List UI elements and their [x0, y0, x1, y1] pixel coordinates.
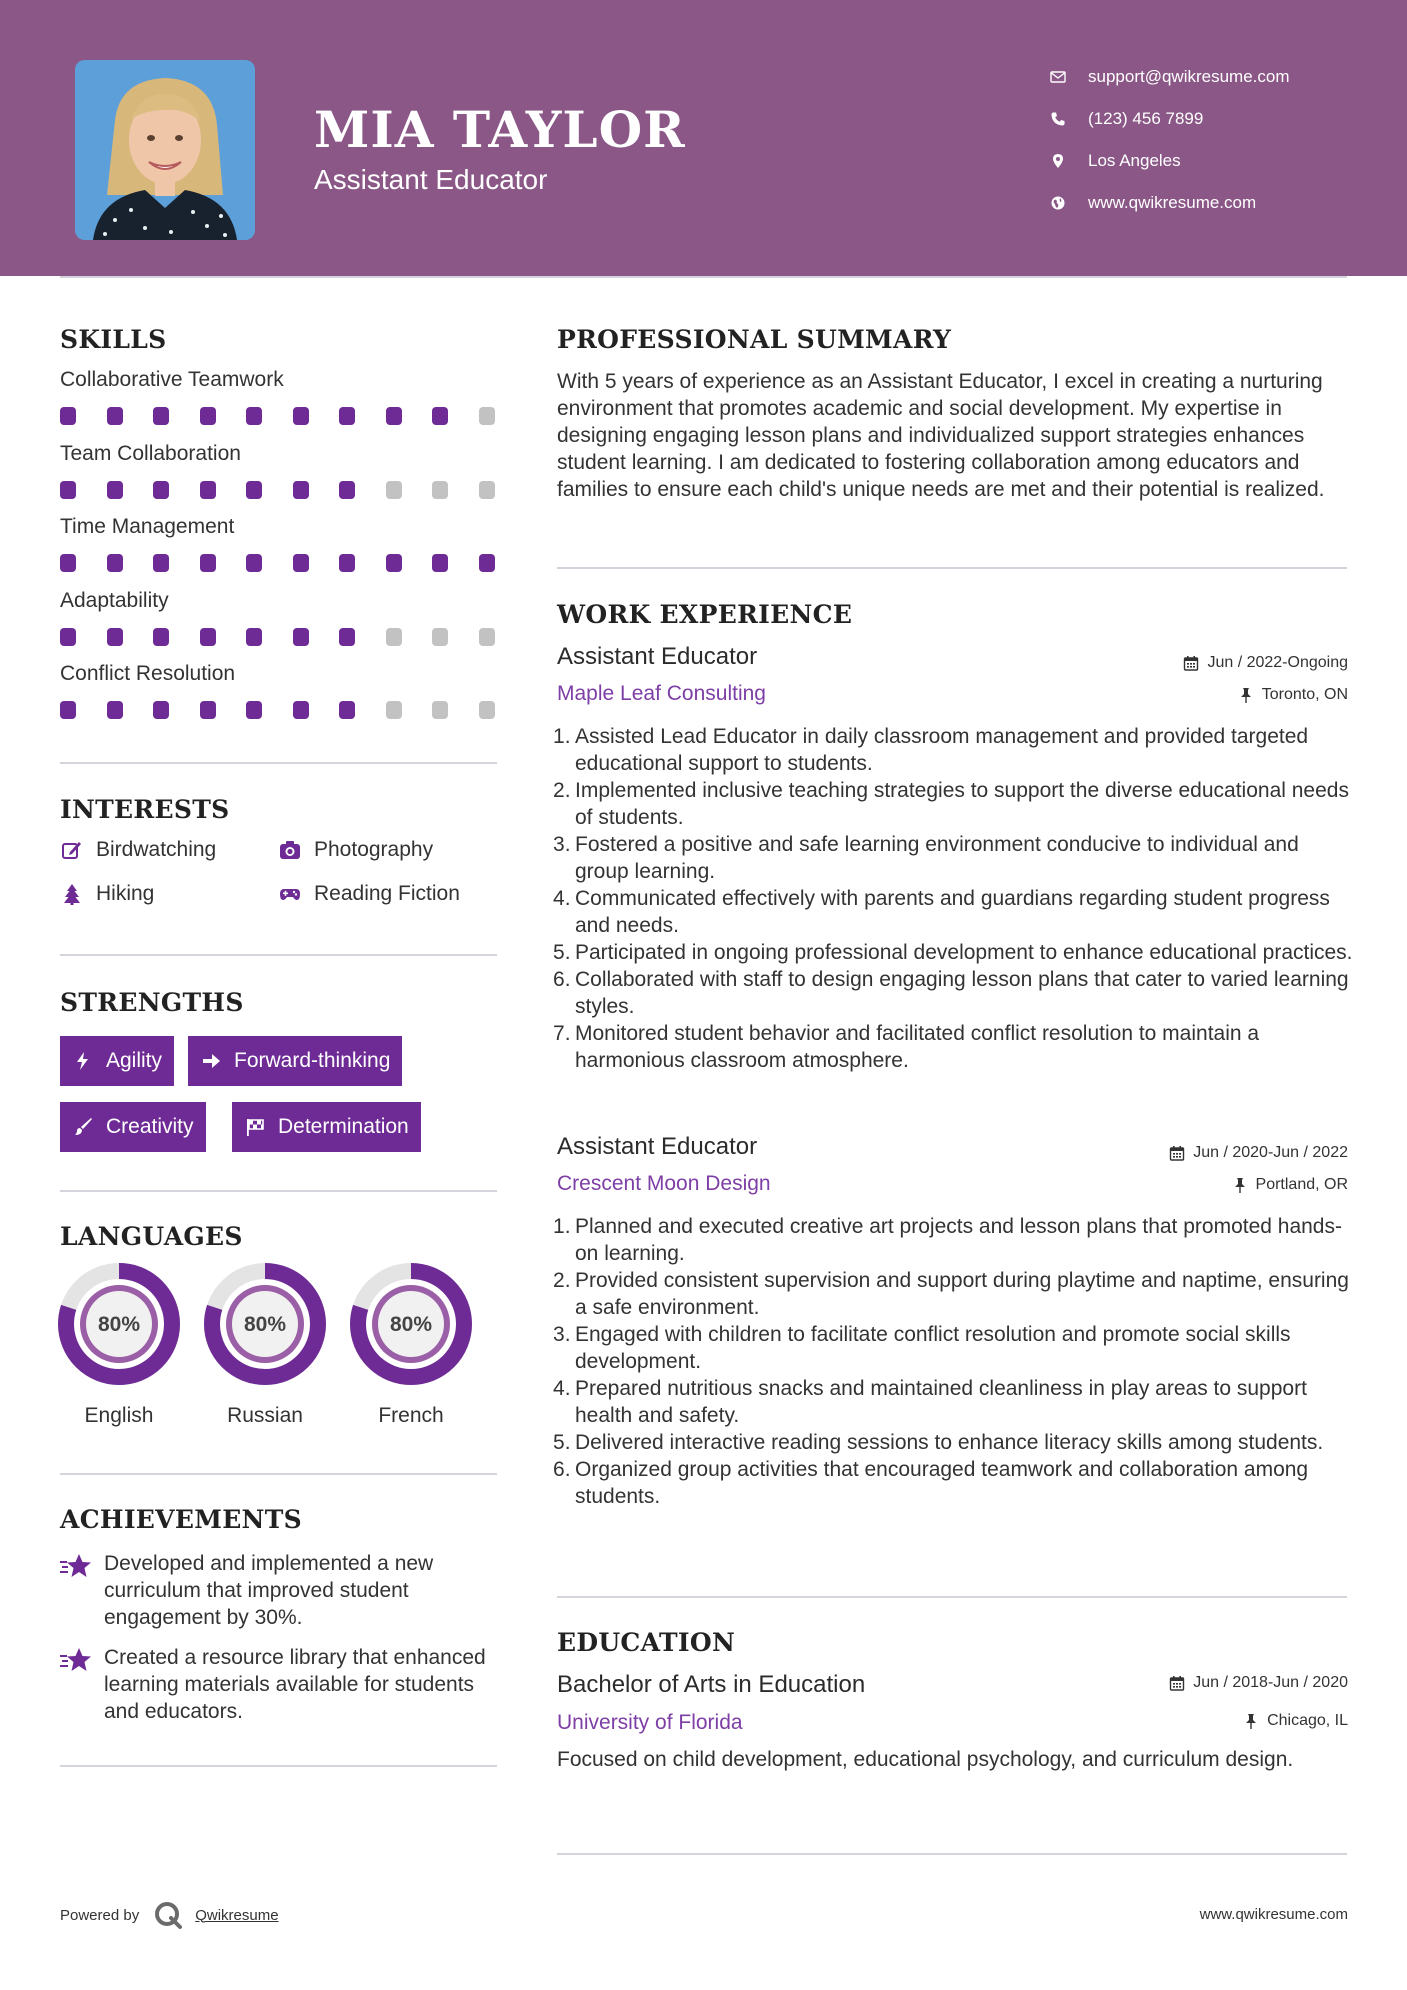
bullet-item: Provided consistent supervision and support during playtime and naptime, ensuring a safe environment.: [575, 1269, 1349, 1319]
rating-dot-filled: [386, 407, 402, 425]
contact-location-text: Los Angeles: [1088, 151, 1181, 170]
rating-dot-filled: [107, 701, 123, 719]
envelope-icon: [1050, 67, 1078, 87]
edit-icon: [60, 838, 84, 862]
bullet-item: Organized group activities that encouraged teamwork and collaboration among students.: [575, 1458, 1309, 1508]
summary-title: PROFESSIONAL SUMMARY: [557, 325, 952, 354]
paintbrush-icon: [72, 1116, 94, 1138]
rating-dot-filled: [153, 407, 169, 425]
achievements-title: ACHIEVEMENTS: [60, 1505, 302, 1534]
strength-creativity: [60, 1102, 206, 1152]
skill-rating: [60, 554, 500, 572]
resume-header: [0, 0, 1407, 276]
education-divider: [557, 1853, 1347, 1855]
job-title: Assistant Educator: [557, 643, 758, 670]
camera-icon: [278, 838, 302, 862]
qwikresume-link[interactable]: Qwikresume: [195, 1906, 279, 1924]
bullet-item: Assisted Lead Educator in daily classroom management and provided targeted educational support to students.: [575, 725, 1309, 775]
strength-label: Determination: [278, 1115, 409, 1138]
footer-website[interactable]: www.qwikresume.com: [1199, 1906, 1348, 1923]
tree-icon: [60, 882, 84, 906]
powered-by-text: Powered by: [60, 1906, 140, 1924]
job-dates: [1169, 1144, 1348, 1162]
rating-dot-filled: [107, 481, 123, 499]
interest-label: Photography: [314, 838, 434, 861]
contact-website[interactable]: [1050, 182, 1290, 224]
language-name: Russian: [227, 1404, 303, 1427]
bullet-item: Monitored student behavior and facilitated conflict resolution to maintain a harmonious classroom atmosphere.: [575, 1022, 1260, 1072]
rating-dot-filled: [293, 481, 309, 499]
achievement-item: [60, 1550, 500, 1631]
job-bullets: [575, 723, 1355, 1074]
rating-dot-filled: [200, 481, 216, 499]
rating-dot-empty: [432, 701, 448, 719]
rating-dot-filled: [432, 407, 448, 425]
contact-phone-text: (123) 456 7899: [1088, 109, 1204, 128]
skill-name: Conflict Resolution: [60, 662, 236, 685]
bullet-item: Fostered a positive and safe learning environment conducive to individual and group learning.: [575, 833, 1299, 883]
job-location-text: Portland, OR: [1255, 1176, 1348, 1193]
rating-dot-filled: [200, 701, 216, 719]
strength-label: Agility: [106, 1049, 163, 1072]
skill-rating: [60, 407, 500, 425]
bolt-icon: [72, 1050, 94, 1072]
rating-dot-filled: [432, 554, 448, 572]
strengths-title: STRENGTHS: [60, 988, 244, 1017]
calendar-icon: [1183, 655, 1199, 671]
job-title: Assistant Educator: [557, 1133, 758, 1160]
job-dates-text: Jun / 2020-Jun / 2022: [1193, 1144, 1348, 1161]
candidate-name: MIA TAYLOR: [314, 100, 686, 159]
pushpin-icon: [1243, 1713, 1259, 1729]
strength-forward-thinking: [188, 1036, 402, 1086]
interests-title: INTERESTS: [60, 795, 230, 824]
rating-dot-filled: [246, 481, 262, 499]
contact-email-text: support@qwikresume.com: [1088, 67, 1290, 86]
rating-dot-empty: [386, 628, 402, 646]
rating-dot-filled: [386, 554, 402, 572]
contact-list: [1050, 56, 1290, 224]
rating-dot-filled: [153, 701, 169, 719]
languages-title: LANGUAGES: [60, 1222, 243, 1251]
rating-dot-filled: [60, 481, 76, 499]
strength-label: Forward-thinking: [234, 1049, 391, 1072]
rating-dot-filled: [107, 554, 123, 572]
language-item: [203, 1262, 327, 1428]
rating-dot-filled: [246, 701, 262, 719]
bullet-item: Planned and executed creative art projects and lesson plans that promoted hands-on learning.: [575, 1215, 1342, 1265]
qwikresume-logo-icon: [153, 1900, 183, 1930]
language-name: French: [378, 1404, 444, 1427]
rating-dot-empty: [386, 481, 402, 499]
interests-divider: [60, 954, 497, 956]
skill-rating: [60, 628, 500, 646]
summary-text: With 5 years of experience as an Assistant Educator, I excel in creating a nurturing environment that promotes academic and social development. My expertise in designing engaging lesson plans and individualized support strategies enhances student learning. I am dedicated to fostering collaboration among educators and families to ensure each child's unique needs are met and their potential is realized.: [557, 370, 1325, 501]
language-gauge: [203, 1262, 327, 1386]
skills-title: SKILLS: [60, 325, 167, 354]
interest-photography: [278, 838, 433, 862]
bullet-item: Participated in ongoing professional development to enhance educational practices.: [575, 941, 1353, 964]
education-location-text: Chicago, IL: [1267, 1712, 1348, 1729]
achievements-divider: [60, 1765, 497, 1767]
rating-dot-filled: [293, 628, 309, 646]
rating-dot-filled: [107, 628, 123, 646]
gauge-percent-label: 80%: [243, 1313, 287, 1336]
education-dates: [1169, 1674, 1348, 1692]
rating-dot-filled: [60, 701, 76, 719]
pushpin-icon: [1238, 687, 1254, 703]
rating-dot-filled: [60, 407, 76, 425]
skill-name: Team Collaboration: [60, 441, 241, 465]
experience-divider: [557, 1596, 1347, 1598]
interest-label: Reading Fiction: [314, 882, 460, 905]
rating-dot-filled: [107, 407, 123, 425]
gamepad-icon: [278, 882, 302, 906]
interest-reading-fiction: [278, 882, 460, 906]
flag-icon: [244, 1116, 266, 1138]
contact-email[interactable]: [1050, 56, 1290, 98]
rating-dot-filled: [153, 554, 169, 572]
skills-divider: [60, 762, 497, 764]
phone-icon: [1050, 109, 1078, 129]
star-icon: [60, 1552, 94, 1580]
rating-dot-filled: [153, 481, 169, 499]
rating-dot-filled: [339, 407, 355, 425]
job-dates-text: Jun / 2022-Ongoing: [1207, 654, 1348, 671]
strength-label: Creativity: [106, 1115, 194, 1138]
language-gauge: [57, 1262, 181, 1386]
arrow-right-icon: [200, 1050, 222, 1072]
calendar-icon: [1169, 1145, 1185, 1161]
education-description: Focused on child development, educational psychology, and curriculum design.: [557, 1748, 1294, 1771]
header-divider: [60, 276, 1347, 278]
skill-rating: [60, 701, 500, 719]
location-pin-icon: [1050, 151, 1078, 171]
rating-dot-filled: [200, 628, 216, 646]
bullet-item: Engaged with children to facilitate conflict resolution and promote social skills development.: [575, 1323, 1291, 1373]
candidate-role: Assistant Educator: [314, 164, 548, 195]
rating-dot-filled: [246, 407, 262, 425]
job-location: [1232, 1176, 1348, 1194]
strength-agility: [60, 1036, 174, 1086]
education-title: EDUCATION: [557, 1628, 736, 1657]
portrait-image: [75, 60, 255, 240]
rating-dot-empty: [479, 407, 495, 425]
job-dates: [1183, 654, 1348, 672]
skill-name: Time Management: [60, 515, 235, 538]
contact-website-text: www.qwikresume.com: [1088, 193, 1257, 212]
profile-photo: [75, 60, 255, 240]
rating-dot-filled: [339, 481, 355, 499]
rating-dot-filled: [200, 554, 216, 572]
gauge-percent-label: 80%: [97, 1313, 141, 1336]
rating-dot-filled: [246, 628, 262, 646]
achievement-text: Developed and implemented a new curriculum that improved student engagement by 30%.: [104, 1552, 434, 1629]
rating-dot-filled: [339, 554, 355, 572]
rating-dot-filled: [339, 701, 355, 719]
language-item: [349, 1262, 473, 1428]
summary-divider: [557, 567, 1347, 569]
rating-dot-filled: [339, 628, 355, 646]
bullet-item: Prepared nutritious snacks and maintained cleanliness in play areas to support health and safety.: [575, 1377, 1307, 1427]
rating-dot-empty: [432, 628, 448, 646]
interest-hiking: [60, 882, 154, 906]
education-school: University of Florida: [557, 1711, 743, 1734]
globe-icon: [1050, 193, 1078, 213]
calendar-icon: [1169, 1675, 1185, 1691]
language-item: [57, 1262, 181, 1428]
rating-dot-empty: [432, 481, 448, 499]
skill-name: Adaptability: [60, 588, 169, 612]
rating-dot-filled: [293, 407, 309, 425]
job-location: [1238, 686, 1348, 704]
star-icon: [60, 1646, 94, 1674]
rating-dot-filled: [246, 554, 262, 572]
achievement-text: Created a resource library that enhanced learning materials available for students and educators.: [104, 1646, 486, 1723]
footer-branding: [60, 1900, 279, 1930]
interest-label: Birdwatching: [96, 838, 217, 861]
job-company: Crescent Moon Design: [557, 1172, 771, 1195]
languages-divider: [60, 1473, 497, 1475]
job-location-text: Toronto, ON: [1261, 686, 1348, 703]
education-degree: Bachelor of Arts in Education: [557, 1671, 866, 1698]
experience-title: WORK EXPERIENCE: [557, 600, 853, 629]
skill-name: Collaborative Teamwork: [60, 368, 284, 391]
contact-phone[interactable]: [1050, 98, 1290, 140]
language-gauge: [349, 1262, 473, 1386]
rating-dot-filled: [293, 701, 309, 719]
strength-determination: [232, 1102, 421, 1152]
rating-dot-filled: [479, 554, 495, 572]
pushpin-icon: [1232, 1177, 1248, 1193]
contact-location: [1050, 140, 1290, 182]
bullet-item: Collaborated with staff to design engaging lesson plans that cater to varied learning styles.: [575, 968, 1349, 1018]
rating-dot-empty: [479, 628, 495, 646]
language-name: English: [84, 1404, 154, 1427]
rating-dot-filled: [200, 407, 216, 425]
rating-dot-filled: [153, 628, 169, 646]
skill-rating: [60, 481, 500, 499]
interest-birdwatching: [60, 838, 216, 862]
bullet-item: Delivered interactive reading sessions to enhance literacy skills among students.: [575, 1431, 1324, 1454]
rating-dot-empty: [479, 701, 495, 719]
rating-dot-empty: [479, 481, 495, 499]
education-dates-text: Jun / 2018-Jun / 2020: [1193, 1674, 1348, 1691]
job-company: Maple Leaf Consulting: [557, 682, 766, 705]
rating-dot-filled: [60, 628, 76, 646]
bullet-item: Implemented inclusive teaching strategies to support the diverse educational needs of students.: [575, 779, 1349, 829]
rating-dot-empty: [386, 701, 402, 719]
job-bullets: [575, 1213, 1355, 1510]
interest-label: Hiking: [96, 882, 155, 905]
gauge-percent-label: 80%: [389, 1313, 433, 1336]
achievement-item: [60, 1644, 500, 1725]
bullet-item: Communicated effectively with parents and guardians regarding student progress and needs.: [575, 887, 1330, 937]
rating-dot-filled: [60, 554, 76, 572]
strengths-divider: [60, 1190, 497, 1192]
education-location: [1243, 1712, 1348, 1730]
rating-dot-filled: [293, 554, 309, 572]
